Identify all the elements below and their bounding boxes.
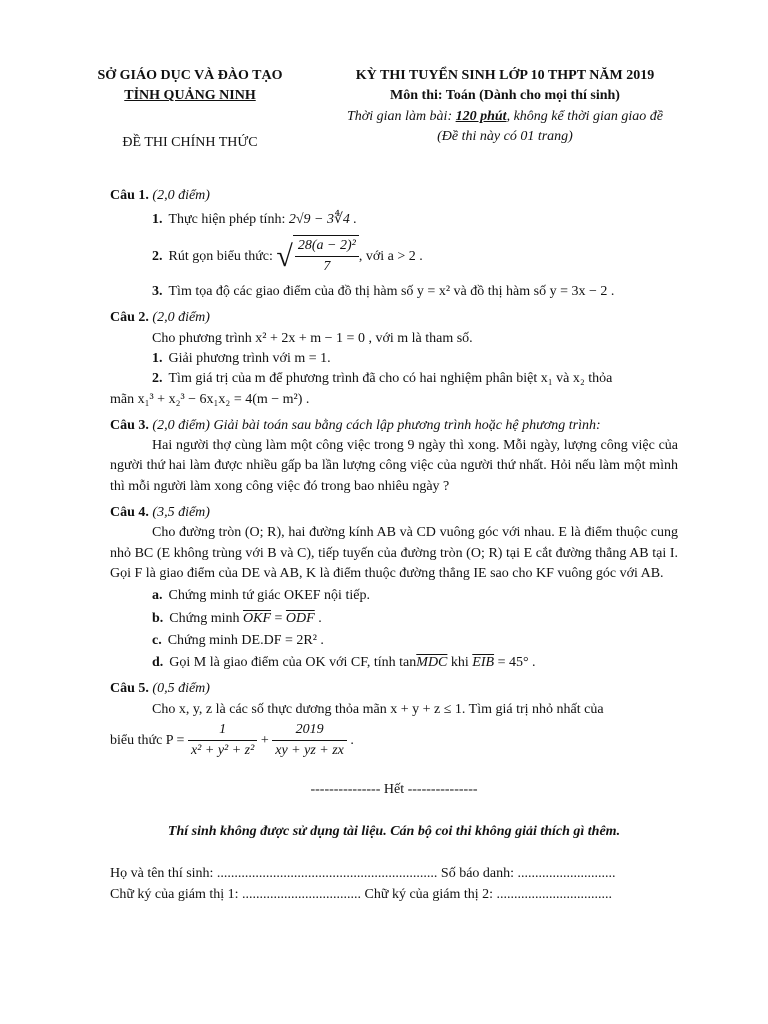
question-4-item-a: a. Chứng minh tứ giác OKEF nội tiếp. (152, 588, 370, 604)
question-4-body: Cho đường tròn (O; R), hai đường kính AB và CD vuông góc với nhau. E là điểm thuộc cung nhỏ BC (E không trùng với B và C), tiếp tuyến của đường tròn (O; R) tại E cắt đường thẳng AB tại I. Gọi F là giao điểm của DE và AB, K là điểm thuộc đường thẳng IE sao cho KF vuông góc với AB. (110, 525, 678, 581)
question-1-item-2: 2. Rút gọn biểu thức: √ $\frac{\text{28(a − 2)²}}{7}$ , với a > 2 . (110, 235, 678, 279)
sqrt-expression: √ $\frac{\text{28(a − 2)²}}{7}$ (276, 235, 358, 279)
question-5-expression: biểu thức P = $\frac{1}{\text{x² + y² + z²}}$ + $\frac{2019}{xy + yz + zx}$ . (110, 722, 354, 759)
official-label: ĐỀ THI CHÍNH THỨC (122, 134, 258, 150)
question-2-item-2-cont: mãn x₁³ + x₂³ − 6x₁x₂ = 4(m − m²) . (110, 391, 310, 407)
end-marker: --------------- Hết --------------- (310, 781, 478, 797)
question-2-item-2: 2. Tìm giá trị của m để phương trình đã cho có hai nghiệm phân biệt x₁ và x₂ thỏa (152, 371, 613, 387)
question-1-item-1: 1. Thực hiện phép tính: 2√9 − 3∜4 . (152, 212, 357, 228)
header-right (315, 66, 695, 147)
question-4-heading: Câu 4. (3,5 điểm) (110, 505, 210, 521)
candidate-name-line: Họ và tên thí sinh: ............................................................... Số báo danh: ............................ (110, 866, 616, 882)
province-name: TỈNH QUẢNG NINH (124, 88, 256, 104)
question-5-heading: Câu 5. (0,5 điểm) (110, 681, 210, 697)
question-2-heading: Câu 2. (2,0 điểm) (110, 310, 210, 326)
exam-title: KỲ THI TUYỂN SINH LỚP 10 THPT NĂM 2019 (355, 68, 655, 83)
question-3-body: Hai người thợ cùng làm một công việc trong 9 ngày thì xong. Mỗi ngày, lượng công việc của người thứ hai làm được nhiều gấp ba lần lượng công việc của người thứ nhất. Hỏi nếu làm một mình thì mỗi người làm xong công việc đó trong bao nhiêu ngày ? (110, 438, 678, 494)
department-name: SỞ GIÁO DỤC VÀ ĐÀO TẠO (97, 68, 283, 83)
signature-block (110, 864, 678, 905)
exam-time: Thời gian làm bài: 120 phút, không kể thời gian giao đề (347, 108, 663, 124)
exam-subject: Môn thi: Toán (Dành cho mọi thí sinh) (390, 88, 620, 104)
header-left (70, 66, 310, 153)
exam-page-count: (Đề thi này có 01 trang) (437, 128, 573, 144)
question-4-item-b: b. Chứng minh $\overline{OKF} = \overline{ODF}$ . (152, 610, 322, 626)
question-1-heading: Câu 1. (2,0 điểm) (110, 188, 210, 203)
question-1-item-3: 3. Tìm tọa độ các giao điểm của đồ thị hàm số y = x² và đồ thị hàm số y = 3x − 2 . (152, 284, 615, 300)
question-5-body: Cho x, y, z là các số thực dương thỏa mãn x + y + z ≤ 1. Tìm giá trị nhỏ nhất của (152, 701, 604, 717)
question-3-heading: Câu 3. (2,0 điểm) Giải bài toán sau bằng cách lập phương trình hoặc hệ phương trình: (110, 417, 601, 433)
question-2-item-1: 1. Giải phương trình với m = 1. (152, 350, 331, 366)
supervisor-signature-line: Chữ ký của giám thị 1: .................................. Chữ ký của giám thị 2: ................................. (110, 886, 613, 902)
question-4-item-d: d. Gọi M là giao điểm của OK với CF, tính $\tan\overline{MDC}$ khi $\overline{EIB} = 45^\circ$ . (152, 655, 536, 671)
exam-note: Thí sinh không được sử dụng tài liệu. Cán bộ coi thi không giải thích gì thêm. (167, 823, 621, 839)
question-4-item-c: c. Chứng minh DE.DF = 2R² . (152, 632, 324, 648)
exam-content (110, 180, 678, 905)
question-2-intro: Cho phương trình x² + 2x + m − 1 = 0 , với m là tham số. (152, 330, 473, 346)
